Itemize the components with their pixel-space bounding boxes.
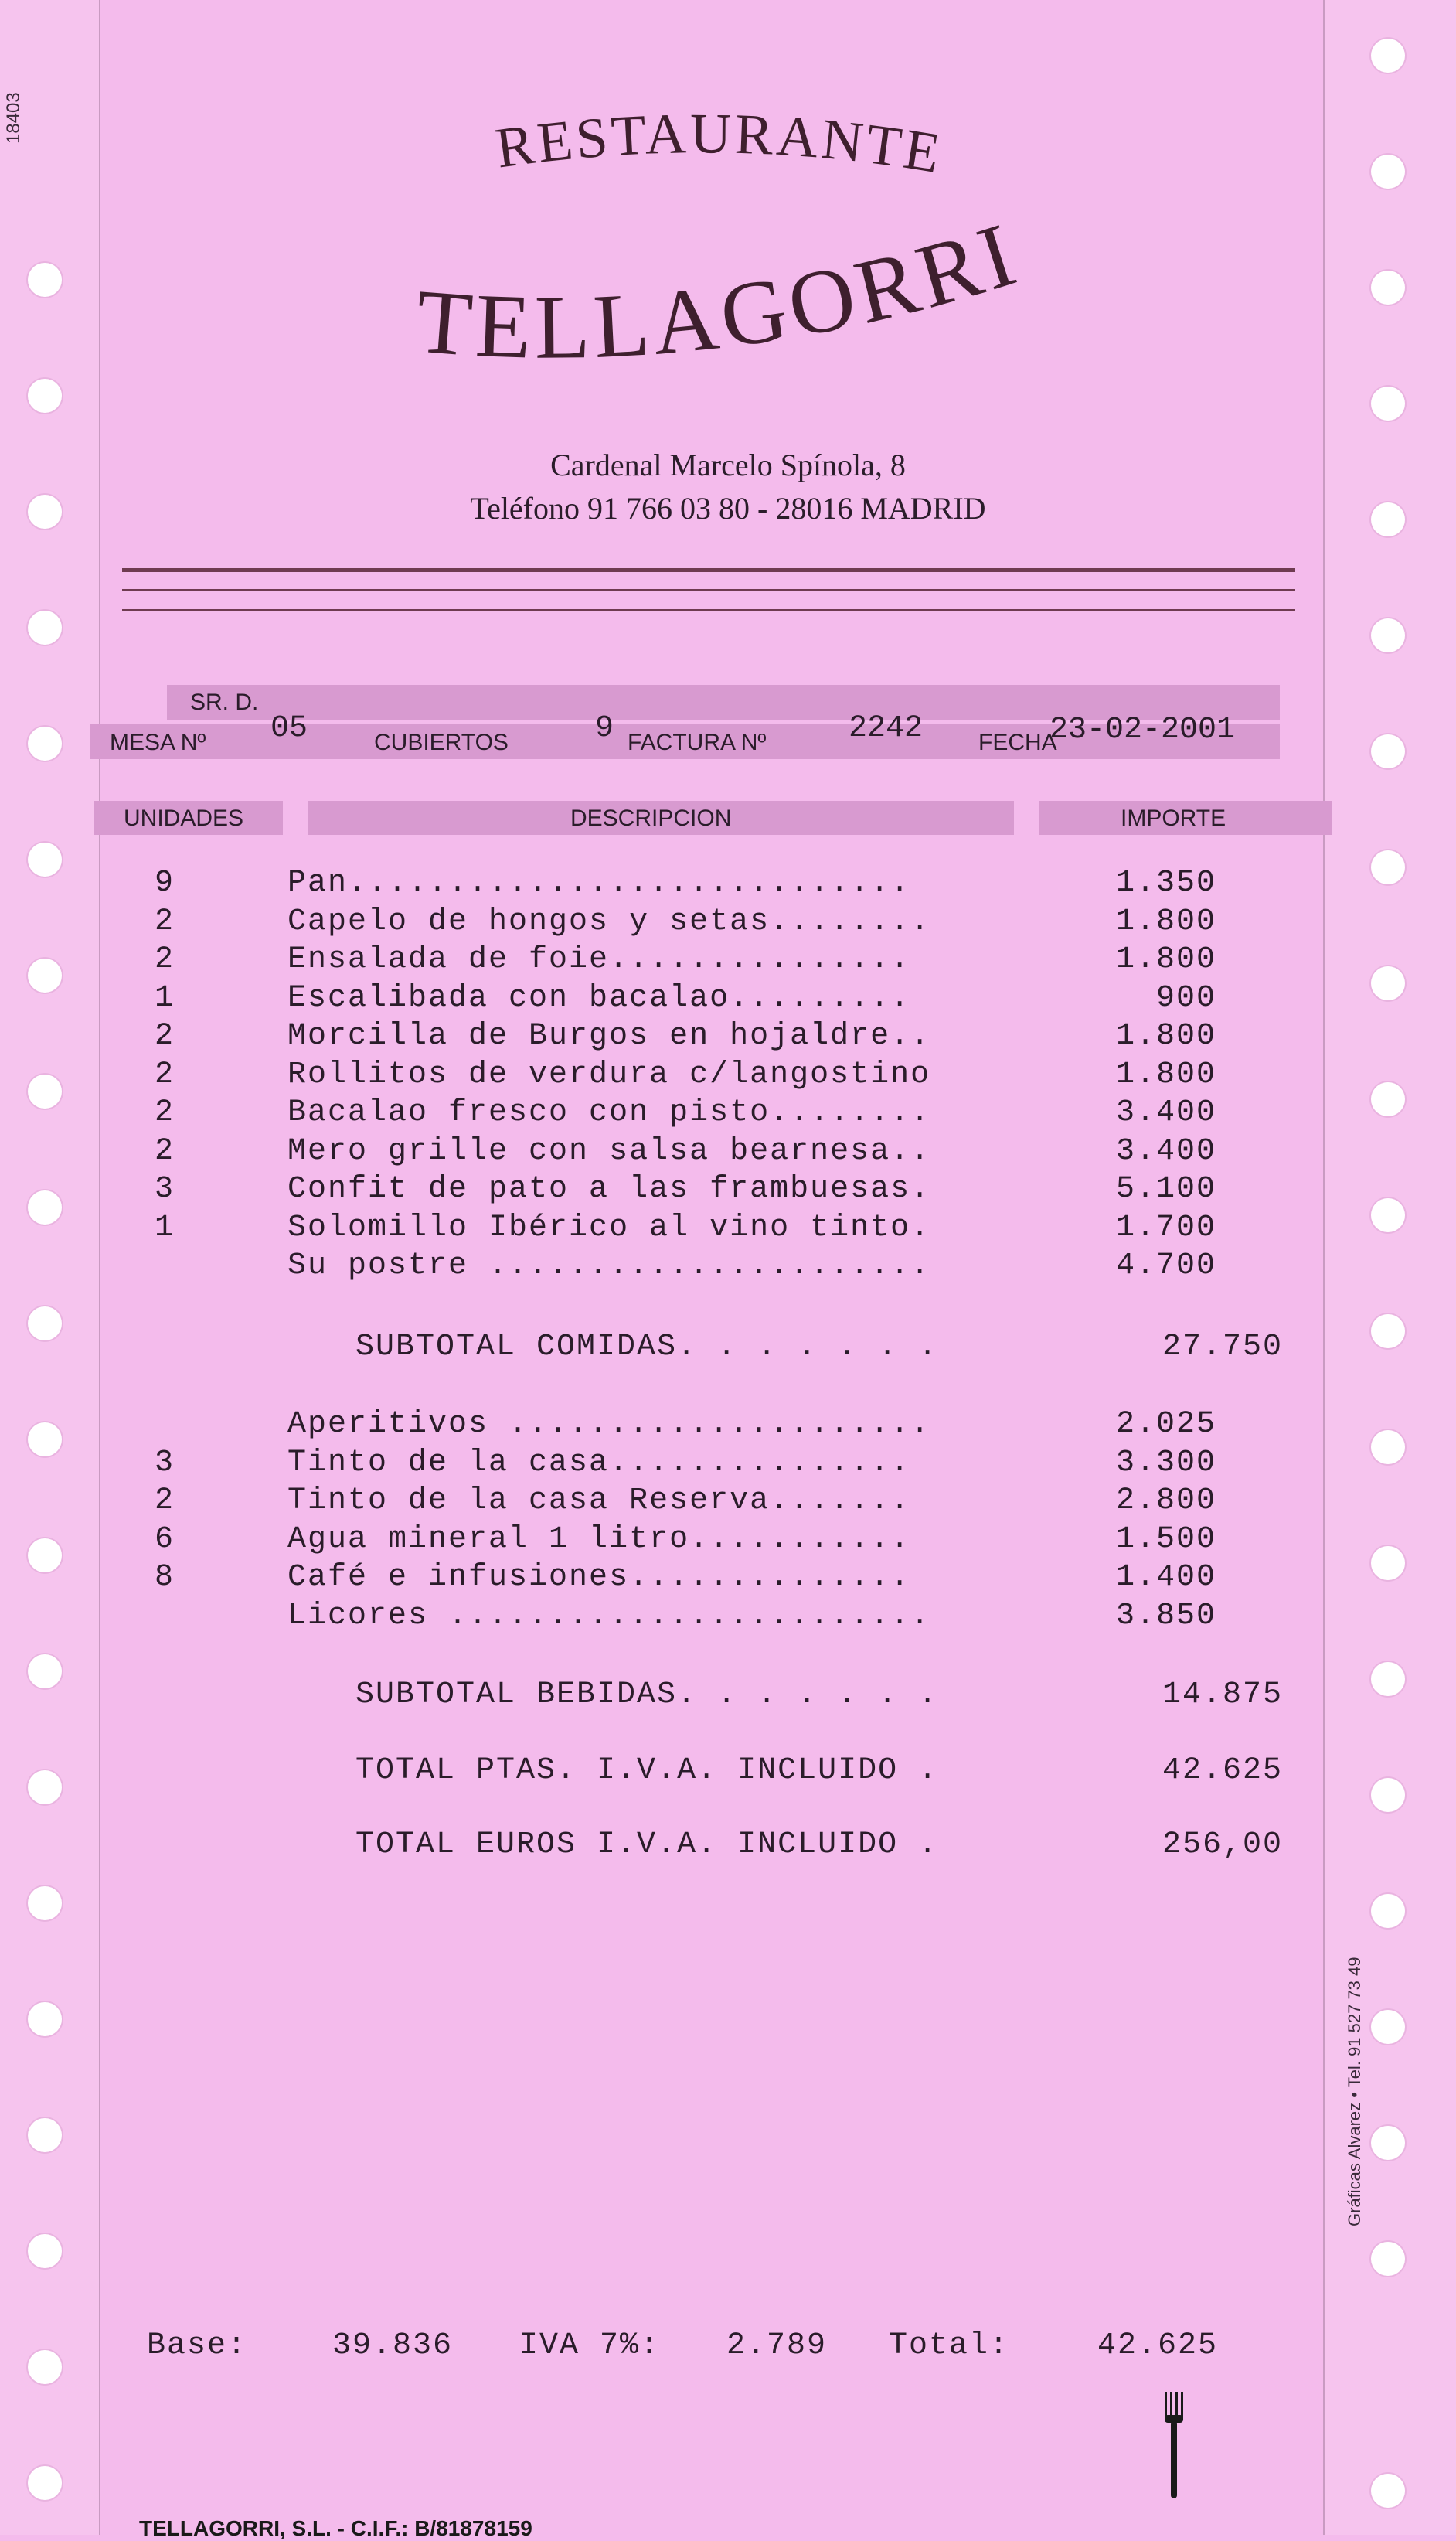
tractor-hole: [1371, 39, 1405, 73]
food-item-description: Rollitos de verdura c/langostino: [287, 1057, 931, 1092]
tractor-hole: [28, 1538, 62, 1572]
drink-item-amount: 3.300: [1115, 1445, 1216, 1480]
tractor-hole: [28, 727, 62, 761]
left-tractor-strip: [0, 0, 100, 2535]
subtotal-comidas-amount: 27.750: [1162, 1330, 1283, 1364]
food-item-amount: 3.400: [1115, 1133, 1216, 1169]
restaurant-name: TELLAGORRI: [413, 202, 1031, 371]
tractor-hole: [1371, 387, 1405, 421]
food-item-description: Su postre ......................: [287, 1248, 931, 1283]
food-item-units: 2: [154, 1133, 175, 1169]
subtotal-bebidas-label: SUBTOTAL BEBIDAS. . . . . . .: [355, 1678, 939, 1712]
tractor-hole: [28, 2234, 62, 2268]
tractor-hole: [28, 2350, 62, 2384]
tractor-hole: [28, 843, 62, 877]
restaurant-word: RESTAURANTE: [492, 102, 947, 186]
tractor-hole: [1371, 1430, 1405, 1464]
food-item-description: Solomillo Ibérico al vino tinto.: [287, 1210, 931, 1245]
total-ptas-label: TOTAL PTAS. I.V.A. INCLUIDO .: [355, 1753, 939, 1788]
tractor-hole: [1371, 1546, 1405, 1580]
company-footer: TELLAGORRI, S.L. - C.I.F.: B/81878159: [139, 2516, 532, 2540]
food-item-units: 2: [154, 1095, 175, 1130]
tractor-hole: [1371, 2126, 1405, 2160]
food-item-amount: 1.350: [1115, 866, 1216, 901]
tractor-hole: [1371, 966, 1405, 1000]
descripcion-header: DESCRIPCION: [570, 806, 732, 831]
tractor-hole: [1371, 1894, 1405, 1928]
drink-item-units: 8: [154, 1560, 175, 1595]
food-item-units: 1: [154, 980, 175, 1016]
drink-item-amount: 2.025: [1115, 1407, 1216, 1442]
drink-item-description: Agua mineral 1 litro...........: [287, 1521, 911, 1557]
total-ptas-amount: 42.625: [1162, 1753, 1283, 1788]
total-label: Total:: [889, 2328, 1010, 2363]
drink-item-description: Tinto de la casa...............: [287, 1445, 911, 1480]
tractor-hole: [28, 2466, 62, 2500]
tractor-hole: [28, 611, 62, 645]
tractor-hole: [28, 1306, 62, 1340]
importe-header: IMPORTE: [1121, 806, 1226, 831]
food-item-units: 3: [154, 1172, 175, 1207]
food-item-description: Mero grille con salsa bearnesa..: [287, 1133, 931, 1169]
food-item-amount: 1.800: [1115, 904, 1216, 939]
mesa-label: MESA Nº: [110, 730, 206, 755]
total-value: 42.625: [1097, 2328, 1219, 2363]
fork-icon: [1162, 2392, 1186, 2500]
drink-item-amount: 1.500: [1115, 1521, 1216, 1557]
mesa-value: 05: [270, 711, 308, 746]
tractor-hole: [28, 1770, 62, 1804]
total-euros-label: TOTAL EUROS I.V.A. INCLUIDO .: [355, 1827, 939, 1862]
food-item-units: 2: [154, 1019, 175, 1054]
header-rule-thick: [122, 568, 1295, 572]
food-item-units: 1: [154, 1210, 175, 1245]
food-item-description: Pan............................: [287, 866, 911, 901]
fecha-value: 23-02-2001: [1049, 713, 1236, 748]
base-label: Base:: [147, 2328, 248, 2363]
right-tractor-strip: [1323, 0, 1456, 2535]
food-item-description: Bacalao fresco con pisto........: [287, 1095, 931, 1130]
tractor-hole: [28, 1190, 62, 1225]
subtotal-comidas-label: SUBTOTAL COMIDAS. . . . . . .: [355, 1330, 939, 1364]
food-item-units: 9: [154, 866, 175, 901]
drink-item-units: 6: [154, 1521, 175, 1557]
tractor-hole: [1371, 1082, 1405, 1116]
header-rule-thin-2: [122, 609, 1295, 611]
food-item-description: Confit de pato a las frambuesas.: [287, 1172, 931, 1207]
food-item-amount: 5.100: [1115, 1172, 1216, 1207]
tractor-hole: [28, 2002, 62, 2036]
subtotal-bebidas-amount: 14.875: [1162, 1678, 1283, 1712]
tractor-hole: [1371, 734, 1405, 768]
food-item-amount: 1.700: [1115, 1210, 1216, 1245]
tractor-hole: [28, 2118, 62, 2152]
side-serial-number: 18403: [3, 92, 24, 144]
drink-item-description: Aperitivos .....................: [287, 1407, 931, 1442]
drink-item-units: 2: [154, 1483, 175, 1518]
factura-value: 2242: [849, 711, 924, 746]
drink-item-description: Tinto de la casa Reserva.......: [287, 1483, 911, 1518]
tractor-hole: [1371, 2242, 1405, 2276]
address-line: Cardenal Marcelo Spínola, 8: [550, 448, 906, 482]
tractor-hole: [28, 1422, 62, 1456]
tractor-hole: [1371, 850, 1405, 884]
food-item-amount: 3.400: [1115, 1095, 1216, 1130]
printer-credit: Gráficas Alvarez • Tel. 91 527 73 49: [1345, 1957, 1364, 2226]
drink-item-units: 3: [154, 1445, 175, 1480]
tractor-hole: [28, 263, 62, 297]
tractor-hole: [1371, 2474, 1405, 2508]
total-euros-amount: 256,00: [1162, 1827, 1283, 1862]
tractor-hole: [1371, 2010, 1405, 2044]
tractor-hole: [1371, 1314, 1405, 1348]
food-item-amount: 4.700: [1115, 1248, 1216, 1283]
tractor-hole: [1371, 1778, 1405, 1812]
food-item-amount: 1.800: [1115, 942, 1216, 977]
drink-item-description: Café e infusiones..............: [287, 1560, 911, 1595]
tractor-hole: [1371, 271, 1405, 305]
drink-item-amount: 1.400: [1115, 1560, 1216, 1595]
tractor-hole: [1371, 1662, 1405, 1696]
iva-label: IVA 7%:: [519, 2328, 661, 2363]
food-item-units: 2: [154, 1057, 175, 1092]
sr-label: SR. D.: [190, 690, 259, 715]
drink-item-amount: 3.850: [1115, 1598, 1216, 1633]
factura-label: FACTURA Nº: [628, 730, 767, 755]
cubiertos-value: 9: [595, 711, 614, 746]
restaurant-logo-title: [371, 93, 1066, 371]
food-item-amount: 1.800: [1115, 1057, 1216, 1092]
drink-item-description: Licores ........................: [287, 1598, 931, 1633]
tractor-hole: [1371, 1198, 1405, 1232]
base-value: 39.836: [332, 2328, 454, 2363]
tractor-hole: [28, 1886, 62, 1920]
phone-line: Teléfono 91 766 03 80 - 28016 MADRID: [470, 491, 986, 526]
unidades-header: UNIDADES: [124, 806, 244, 831]
fecha-label: FECHA: [978, 730, 1057, 755]
food-item-description: Capelo de hongos y setas........: [287, 904, 931, 939]
tractor-hole: [28, 959, 62, 993]
food-item-units: 2: [154, 942, 175, 977]
food-item-amount: 1.800: [1115, 1019, 1216, 1054]
food-item-description: Ensalada de foie...............: [287, 942, 911, 977]
tractor-hole: [1371, 618, 1405, 652]
tractor-hole: [28, 1075, 62, 1109]
header-rule-thin-1: [122, 589, 1295, 591]
tractor-hole: [28, 1654, 62, 1688]
tractor-hole: [1371, 155, 1405, 189]
drink-item-amount: 2.800: [1115, 1483, 1216, 1518]
food-item-description: Morcilla de Burgos en hojaldre..: [287, 1019, 931, 1054]
food-item-units: 2: [154, 904, 175, 939]
iva-value: 2.789: [726, 2328, 828, 2363]
tractor-hole: [28, 379, 62, 413]
food-item-amount: 900: [1155, 980, 1216, 1016]
food-item-description: Escalibada con bacalao.........: [287, 980, 911, 1016]
cubiertos-label: CUBIERTOS: [374, 730, 509, 755]
